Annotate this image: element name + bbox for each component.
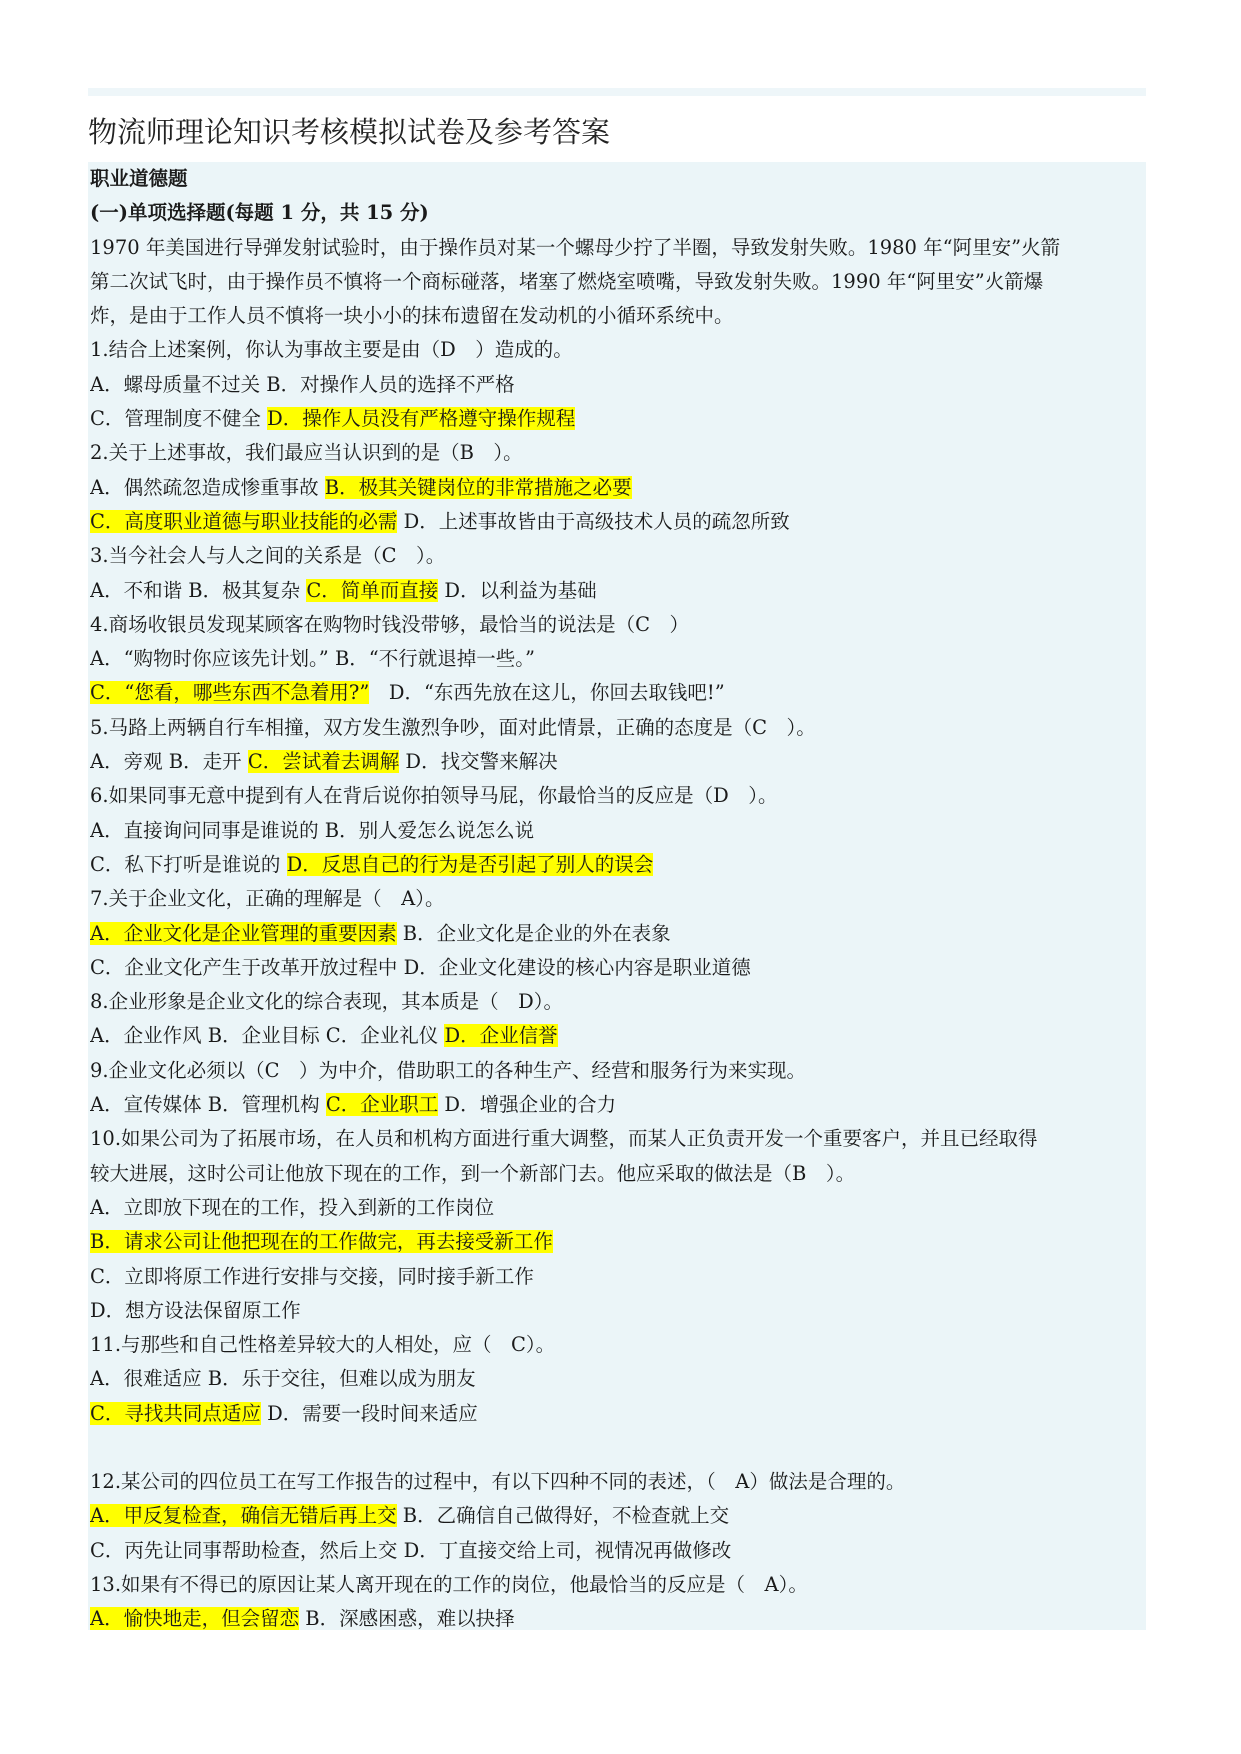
text-line <box>90 1157 1146 1191</box>
text-span: 炸，是由于工作人员不慎将一块小小的抹布遗留在发动机的小循环系统中。 <box>90 304 734 328</box>
text-span: D．需要一段时间来适应 <box>260 1401 478 1425</box>
document-title: 物流师理论知识考核模拟试卷及参考答案 <box>88 115 611 149</box>
text-span: 13.如果有不得已的原因让某人离开现在的工作的岗位，他最恰当的反应是（ A）。 <box>90 1572 808 1596</box>
text-span: 3.当今社会人与人之间的关系是（C ）。 <box>90 544 446 568</box>
blank-line <box>90 1431 1146 1465</box>
section-heading <box>90 162 1146 196</box>
text-line <box>90 745 1146 779</box>
highlighted-answer: C．寻找共同点适应 <box>90 1401 261 1425</box>
text-span: 7.关于企业文化，正确的理解是（ A）。 <box>90 887 445 911</box>
highlighted-answer: A．甲反复检查，确信无错后再上交 <box>90 1504 397 1528</box>
text-line <box>90 1328 1146 1362</box>
text-span: B．企业文化是企业的外在表象 <box>396 921 671 945</box>
text-line <box>90 1054 1146 1088</box>
text-line <box>90 642 1146 676</box>
text-span: 1970 年美国进行导弹发射试验时，由于操作员对某一个螺母少拧了半圈，导致发射失败。1980 年“阿里安”火箭 <box>90 235 1061 259</box>
text-span: A．偶然疏忽造成惨重事故 <box>90 475 325 499</box>
text-span: D．想方设法保留原工作 <box>90 1298 301 1322</box>
text-span: D．上述事故皆由于高级技术人员的疏忽所致 <box>397 509 790 533</box>
highlighted-answer: D．操作人员没有严格遵守操作规程 <box>267 407 576 431</box>
text-span: 11.与那些和自己性格差异较大的人相处，应（ C）。 <box>90 1333 556 1357</box>
text-span: 5.马路上两辆自行车相撞，双方发生激烈争吵，面对此情景，正确的态度是（C ）。 <box>90 715 816 739</box>
text-span: D．增强企业的合力 <box>438 1093 617 1117</box>
text-line <box>90 402 1146 436</box>
text-span: C．企业文化产生于改革开放过程中 D．企业文化建设的核心内容是职业道德 <box>90 955 751 979</box>
text-line <box>90 1568 1146 1602</box>
text-span: 6.如果同事无意中提到有人在背后说你拍领导马屁，你最恰当的反应是（D ）。 <box>90 784 778 808</box>
text-line <box>90 985 1146 1019</box>
highlighted-answer: C．简单而直接 <box>306 578 439 602</box>
highlighted-answer: C．“您看，哪些东西不急着用?” <box>90 681 370 705</box>
text-span: 职业道德题 <box>90 167 188 190</box>
text-line <box>90 539 1146 573</box>
text-span: A．“购物时你应该先计划。” B．“不行就退掉一些。” <box>90 647 535 671</box>
text-span: A．很难适应 B．乐于交往，但难以成为朋友 <box>90 1367 476 1391</box>
text-line <box>90 574 1146 608</box>
text-line <box>90 1534 1146 1568</box>
text-span: A．宣传媒体 B．管理机构 <box>90 1093 326 1117</box>
text-span: D．找交警来解决 <box>399 750 558 774</box>
text-span: B．深感困惑，难以抉择 <box>299 1607 515 1631</box>
document-body <box>88 162 1146 1630</box>
text-line <box>90 471 1146 505</box>
text-line <box>90 231 1146 265</box>
text-line <box>90 1225 1146 1259</box>
text-line <box>90 676 1146 710</box>
text-line <box>90 1499 1146 1533</box>
text-line <box>90 951 1146 985</box>
text-span: C．丙先让同事帮助检查，然后上交 D．丁直接交给上司，视情况再做修改 <box>90 1538 732 1562</box>
highlighted-answer: C．企业职工 <box>325 1093 439 1117</box>
text-line <box>90 299 1146 333</box>
text-span: C．管理制度不健全 <box>90 407 268 431</box>
text-line <box>90 917 1146 951</box>
text-line <box>90 882 1146 916</box>
text-span: A．企业作风 B．企业目标 C．企业礼仪 <box>90 1024 445 1048</box>
text-span: A．不和谐 B．极其复杂 <box>90 578 307 602</box>
text-line <box>90 436 1146 470</box>
section-heading <box>90 196 1146 230</box>
text-line <box>90 1019 1146 1053</box>
text-span: 第二次试飞时，由于操作员不慎将一个商标碰落，堵塞了燃烧室喷嘴，导致发射失败。1990 年“阿里安”火箭爆 <box>90 269 1044 293</box>
text-line <box>90 333 1146 367</box>
text-line <box>90 1122 1146 1156</box>
text-line <box>90 711 1146 745</box>
text-span: C．立即将原工作进行安排与交接，同时接手新工作 <box>90 1264 534 1288</box>
text-line <box>90 1294 1146 1328</box>
text-span: D．以利益为基础 <box>438 578 597 602</box>
text-span: 1.结合上述案例，你认为事故主要是由（D ）造成的。 <box>90 338 573 362</box>
text-line <box>90 779 1146 813</box>
text-span: B．乙确信自己做得好，不检查就上交 <box>396 1504 730 1528</box>
text-line <box>90 1397 1146 1431</box>
text-line <box>90 1602 1146 1636</box>
text-line <box>90 1191 1146 1225</box>
text-span: A．立即放下现在的工作，投入到新的工作岗位 <box>90 1195 495 1219</box>
text-span: A．螺母质量不过关 B．对操作人员的选择不严格 <box>90 372 515 396</box>
text-span: C．私下打听是谁说的 <box>90 852 287 876</box>
highlighted-answer: A．企业文化是企业管理的重要因素 <box>90 921 397 945</box>
top-band <box>88 88 1146 96</box>
text-span: D．“东西先放在这儿，你回去取钱吧!” <box>369 681 725 705</box>
text-span: 较大进展，这时公司让他放下现在的工作，到一个新部门去。他应采取的做法是（B ）。 <box>90 1161 856 1185</box>
highlighted-answer: B．极其关键岗位的非常措施之必要 <box>324 475 632 499</box>
text-line <box>90 1088 1146 1122</box>
highlighted-answer: D．反思自己的行为是否引起了别人的误会 <box>286 852 654 876</box>
highlighted-answer: C．高度职业道德与职业技能的必需 <box>90 509 398 533</box>
text-line <box>90 1362 1146 1396</box>
text-line <box>90 848 1146 882</box>
highlighted-answer: B．请求公司让他把现在的工作做完，再去接受新工作 <box>90 1230 553 1254</box>
text-span: (一)单项选择题(每题 1 分，共 15 分) <box>90 201 429 225</box>
text-line <box>90 368 1146 402</box>
text-span: 2.关于上述事故，我们最应当认识到的是（B ）。 <box>90 441 523 465</box>
text-span: 10.如果公司为了拓展市场，在人员和机构方面进行重大调整，而某人正负责开发一个重要客户，并且已经取得 <box>90 1127 1038 1151</box>
text-span: 4.商场收银员发现某顾客在购物时钱没带够，最恰当的说法是（C ） <box>90 612 690 636</box>
text-line <box>90 608 1146 642</box>
highlighted-answer: C．尝试着去调解 <box>247 750 400 774</box>
text-span: A．旁观 B．走开 <box>90 750 248 774</box>
text-line <box>90 265 1146 299</box>
text-line <box>90 1465 1146 1499</box>
text-span: 12.某公司的四位员工在写工作报告的过程中，有以下四种不同的表述，（ A）做法是合理的。 <box>90 1469 906 1493</box>
text-span: A．直接询问同事是谁说的 B．别人爱怎么说怎么说 <box>90 818 535 842</box>
text-line <box>90 814 1146 848</box>
text-span: 8.企业形象是企业文化的综合表现，其本质是（ D）。 <box>90 990 563 1014</box>
highlighted-answer: A．愉快地走，但会留恋 <box>90 1607 300 1631</box>
highlighted-answer: D．企业信誉 <box>444 1024 558 1048</box>
text-span: 9.企业文化必须以（C ）为中介，借助职工的各种生产、经营和服务行为来实现。 <box>90 1058 807 1082</box>
text-line <box>90 505 1146 539</box>
text-line <box>90 1260 1146 1294</box>
